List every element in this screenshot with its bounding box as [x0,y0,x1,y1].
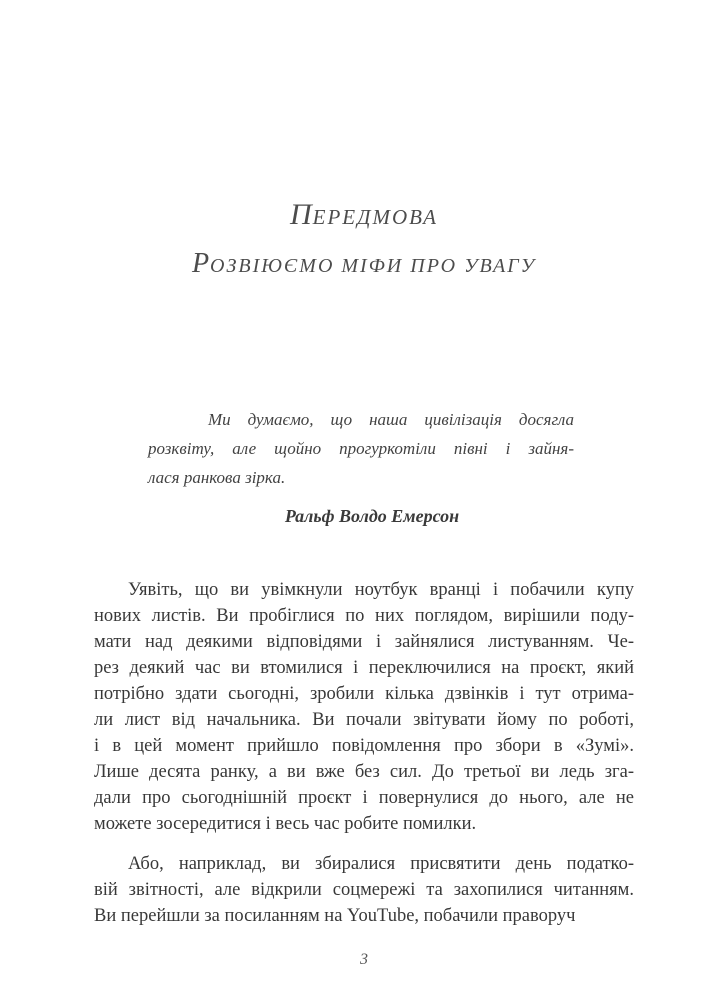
text-line: нових листів. Ви пробіглися по них поглядом, вирішили поду- [94,605,634,626]
chapter-subtitle: РОЗВІЮЄМО МІФИ ПРО УВАГУ [191,247,537,279]
text-line: і в цей момент прийшло повідомлення про збори в «Зумі». [94,735,634,756]
epigraph-line: розквіту, але щойно прогуркотіли півні і зайня- [148,438,574,458]
text-line: вій звітності, але відкрили соцмережі та захопилися читанням. [94,879,634,900]
text-line: мати над деякими відповідями і зайнялися листуванням. Че- [94,631,634,652]
chapter-heading [94,196,634,281]
text-line: можете зосередитися і весь час робите помилки. [94,813,477,834]
page-number: 3 [360,950,368,968]
text-line: Або, наприклад, ви збиралися присвятити день податко- [128,853,634,874]
epigraph [148,405,574,531]
text-line: рез деякий час ви втомилися і переключилися на проєкт, який [94,657,634,678]
text-line: ли лист від начальника. Ви почали звітувати йому по роботі, [94,709,634,730]
epigraph-quote [148,405,574,492]
epigraph-line: Ми думаємо, що наша цивілізація досягла [208,409,574,429]
page-footer [94,951,634,969]
paragraph [94,577,634,837]
text-line: Уявіть, що ви увімкнули ноутбук вранці і побачили купу [128,579,634,600]
text-line: Лише десята ранку, а ви вже без сил. До третьої ви ледь зга- [94,761,634,782]
text-line: дали про сьогоднішній проєкт і повернулися до нього, але не [94,787,634,808]
text-line: Ви перейшли за посиланням на YouTube, побачили праворуч [94,905,576,926]
epigraph-author: Ральф Волдо Емерсон [284,505,460,526]
chapter-title: ПЕРЕДМОВА [289,198,439,231]
body-text [94,577,634,929]
paragraph [94,851,634,929]
text-line: потрібно здати сьогодні, зробили кілька дзвінків і тут отрима- [94,683,634,704]
epigraph-line: лася ранкова зірка. [148,467,286,487]
